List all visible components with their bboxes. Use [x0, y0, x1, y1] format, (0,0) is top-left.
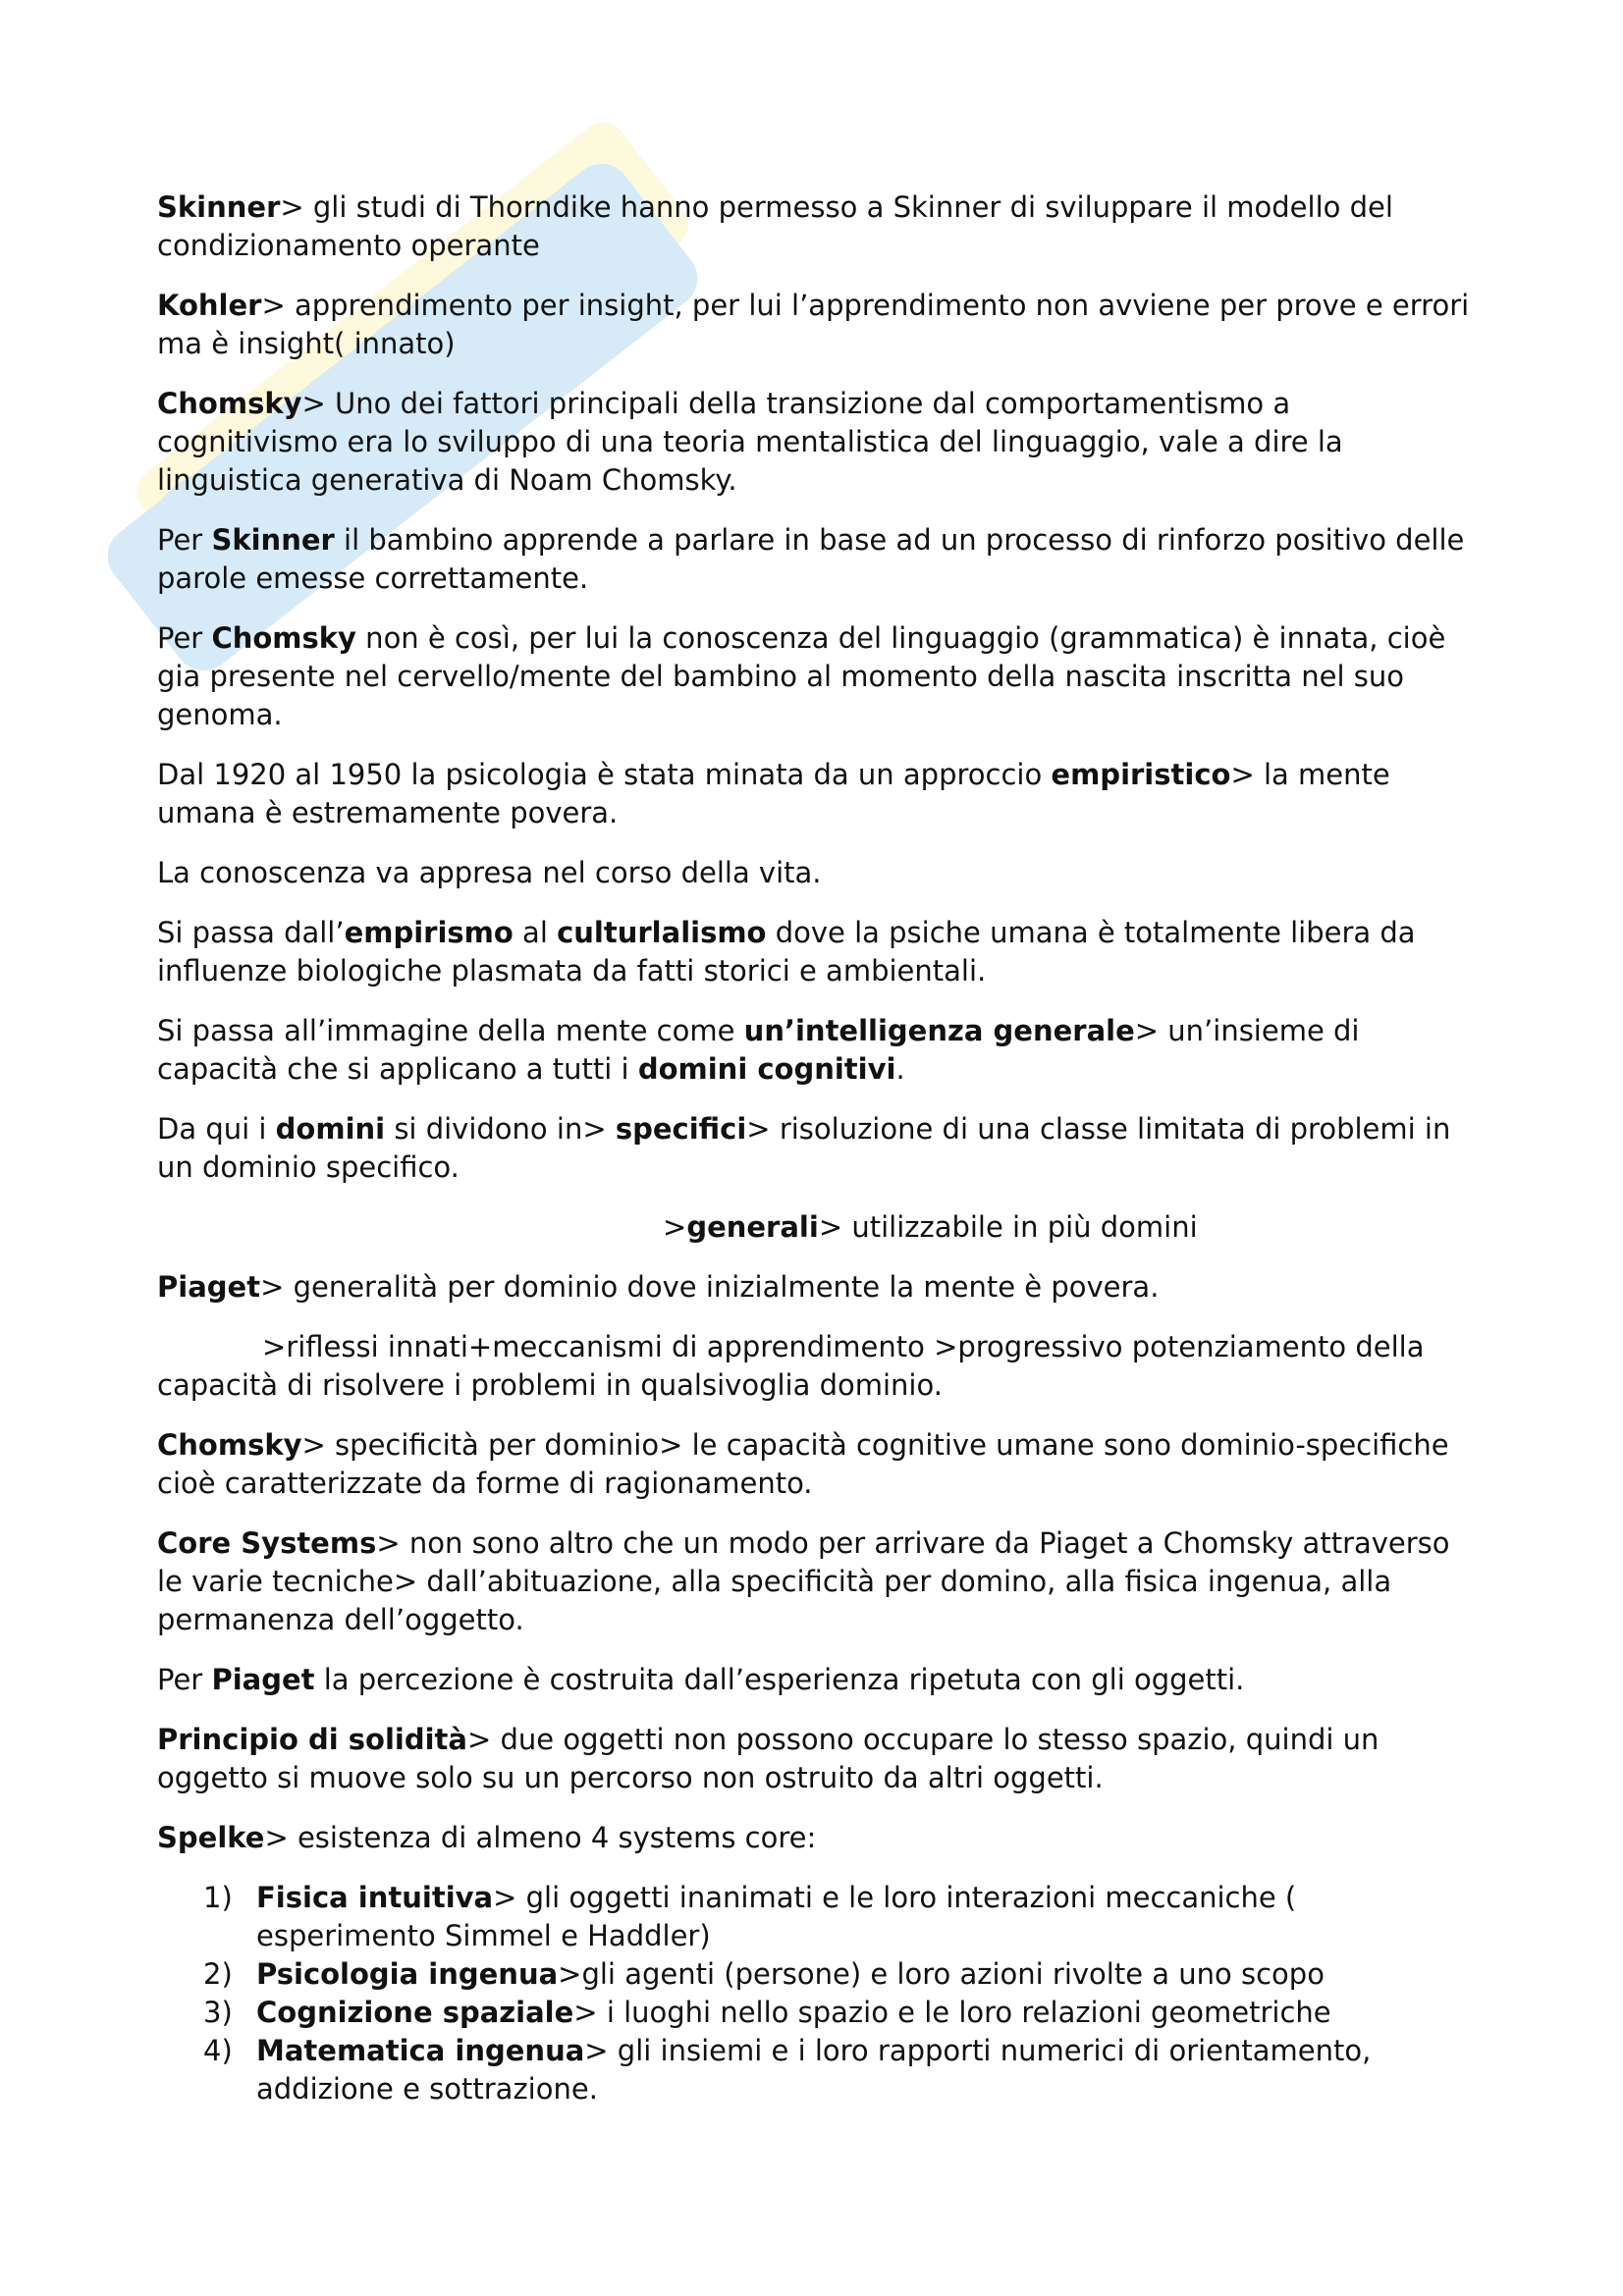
paragraph: [157, 1721, 1473, 1797]
text-run: > due oggetti non possono occupare lo stesso spazio, quindi un oggetto si muove solo su un percorso non ostruito da altri oggetti.: [157, 1723, 1380, 1794]
bold-term: Piaget: [211, 1663, 315, 1696]
text-run: > gli studi di Thorndike hanno permesso a Skinner di sviluppare il modello del condizionamento operante: [157, 190, 1393, 262]
paragraph: [157, 1268, 1473, 1307]
list-number: 1): [203, 1881, 233, 1914]
paragraph: [157, 521, 1473, 598]
list-item: [157, 1955, 1473, 1994]
bold-term: Chomsky: [157, 387, 302, 420]
text-run: > la mente umana è estremamente povera.: [157, 758, 1390, 829]
text-run: > risoluzione di una classe limitata di problemi in un dominio specifico.: [157, 1112, 1451, 1184]
bold-term: Cognizione spaziale: [256, 1996, 574, 2029]
text-run: il bambino apprende a parlare in base ad un processo di rinforzo positivo delle parole emesse correttamente.: [157, 523, 1465, 595]
bold-term: un’intelligenza generale: [743, 1014, 1135, 1047]
text-run: Per: [157, 621, 212, 655]
text-run: La conoscenza va appresa nel corso della vita.: [157, 856, 822, 889]
paragraph: [157, 756, 1473, 832]
bold-term: Kohler: [157, 289, 262, 322]
bold-term: empirismo: [344, 916, 514, 949]
paragraph: [157, 1426, 1473, 1503]
bold-term: domini: [275, 1112, 386, 1146]
bold-term: Core Systems: [157, 1526, 377, 1560]
list-number: 3): [203, 1996, 233, 2029]
paragraph: [157, 385, 1473, 500]
text-run: > gli oggetti inanimati e le loro interazioni meccaniche ( esperimento Simmel e Haddler): [256, 1881, 1297, 1952]
text-run: Da qui i: [157, 1112, 276, 1146]
list-item: [157, 2032, 1473, 2109]
text-run: >riflessi innati+meccanismi di apprendimento >progressivo potenziamento della capacità di risolvere i problemi in qualsivoglia dominio.: [157, 1330, 1425, 1402]
paragraph: [157, 1328, 1473, 1405]
bold-term: generali: [686, 1210, 819, 1244]
bold-term: Piaget: [157, 1270, 261, 1304]
bold-term: Chomsky: [157, 1428, 302, 1462]
list-number: 2): [203, 1957, 233, 1991]
text-run: al: [513, 916, 558, 949]
bold-term: Skinner: [211, 523, 335, 557]
text-run: non è così, per lui la conoscenza del linguaggio (grammatica) è innata, cioè gia presente nel cervello/mente del bambino al momento della nascita inscritta nel suo genoma.: [157, 621, 1446, 731]
paragraph-list: [157, 188, 1473, 1857]
text-run: > specificità per dominio> le capacità cognitive umane sono dominio-specifiche cioè caratterizzate da forme di ragionamento.: [157, 1428, 1449, 1500]
text-run: Per: [157, 523, 212, 557]
text-run: > esistenza di almeno 4 systems core:: [264, 1821, 817, 1854]
list-number: 4): [203, 2034, 233, 2067]
bold-term: specifici: [615, 1112, 747, 1146]
paragraph: [157, 1661, 1473, 1699]
bold-term: Spelke: [157, 1821, 265, 1854]
text-run: > generalità per dominio dove inizialmente la mente è povera.: [260, 1270, 1160, 1304]
text-run: Dal 1920 al 1950 la psicologia è stata minata da un approccio: [157, 758, 1052, 791]
text-run: .: [895, 1052, 905, 1086]
bold-term: Chomsky: [211, 621, 356, 655]
paragraph: [157, 619, 1473, 734]
paragraph: [157, 914, 1473, 990]
bold-term: Principio di solidità: [157, 1723, 467, 1756]
paragraph: [157, 1819, 1473, 1857]
text-run: si dividono in>: [385, 1112, 616, 1146]
text-run: > non sono altro che un modo per arrivare da Piaget a Chomsky attraverso le varie tecniche> dall’abituazione, alla specificità per domino, alla fisica ingenua, alla permanenza dell’oggetto.: [157, 1526, 1450, 1636]
text-run: Si passa all’immagine della mente come: [157, 1014, 744, 1047]
paragraph: [157, 188, 1473, 265]
bold-term: Matematica ingenua: [256, 2034, 585, 2067]
text-run: >: [663, 1210, 687, 1244]
paragraph: [157, 1208, 1473, 1247]
bold-term: domini cognitivi: [637, 1052, 896, 1086]
text-run: > utilizzabile in più domini: [818, 1210, 1198, 1244]
list-item: [157, 1994, 1473, 2032]
bold-term: Fisica intuitiva: [256, 1881, 494, 1914]
text-run: > i luoghi nello spazio e le loro relazioni geometriche: [573, 1996, 1331, 2029]
text-run: dove la psiche umana è totalmente libera da influenze biologiche plasmata da fatti storici e ambientali.: [157, 916, 1416, 988]
text-run: > un’insieme di capacità che si applicano a tutti i: [157, 1014, 1360, 1086]
text-run: >gli agenti (persone) e loro azioni rivolte a uno scopo: [558, 1957, 1325, 1991]
paragraph: [157, 287, 1473, 363]
core-systems-list: [157, 1879, 1473, 2109]
text-run: la percezione è costruita dall’esperienza ripetuta con gli oggetti.: [314, 1663, 1245, 1696]
paragraph: [157, 1110, 1473, 1187]
bold-term: Psicologia ingenua: [256, 1957, 559, 1991]
list-item: [157, 1879, 1473, 1955]
paragraph: [157, 1012, 1473, 1089]
text-run: > Uno dei fattori principali della transizione dal comportamentismo a cognitivismo era lo sviluppo di una teoria mentalistica del linguaggio, vale a dire la linguistica generativa di Noam Chomsky.: [157, 387, 1343, 497]
text-run: > gli insiemi e i loro rapporti numerici di orientamento, addizione e sottrazione.: [256, 2034, 1372, 2106]
paragraph: [157, 854, 1473, 892]
bold-term: Skinner: [157, 190, 281, 224]
text-run: Si passa dall’: [157, 916, 345, 949]
paragraph: [157, 1524, 1473, 1639]
text-run: > apprendimento per insight, per lui l’apprendimento non avviene per prove e errori ma è insight( innato): [157, 289, 1470, 360]
document-body: [157, 188, 1473, 2109]
text-run: Per: [157, 1663, 212, 1696]
bold-term: empiristico: [1051, 758, 1231, 791]
bold-term: culturlalismo: [557, 916, 767, 949]
